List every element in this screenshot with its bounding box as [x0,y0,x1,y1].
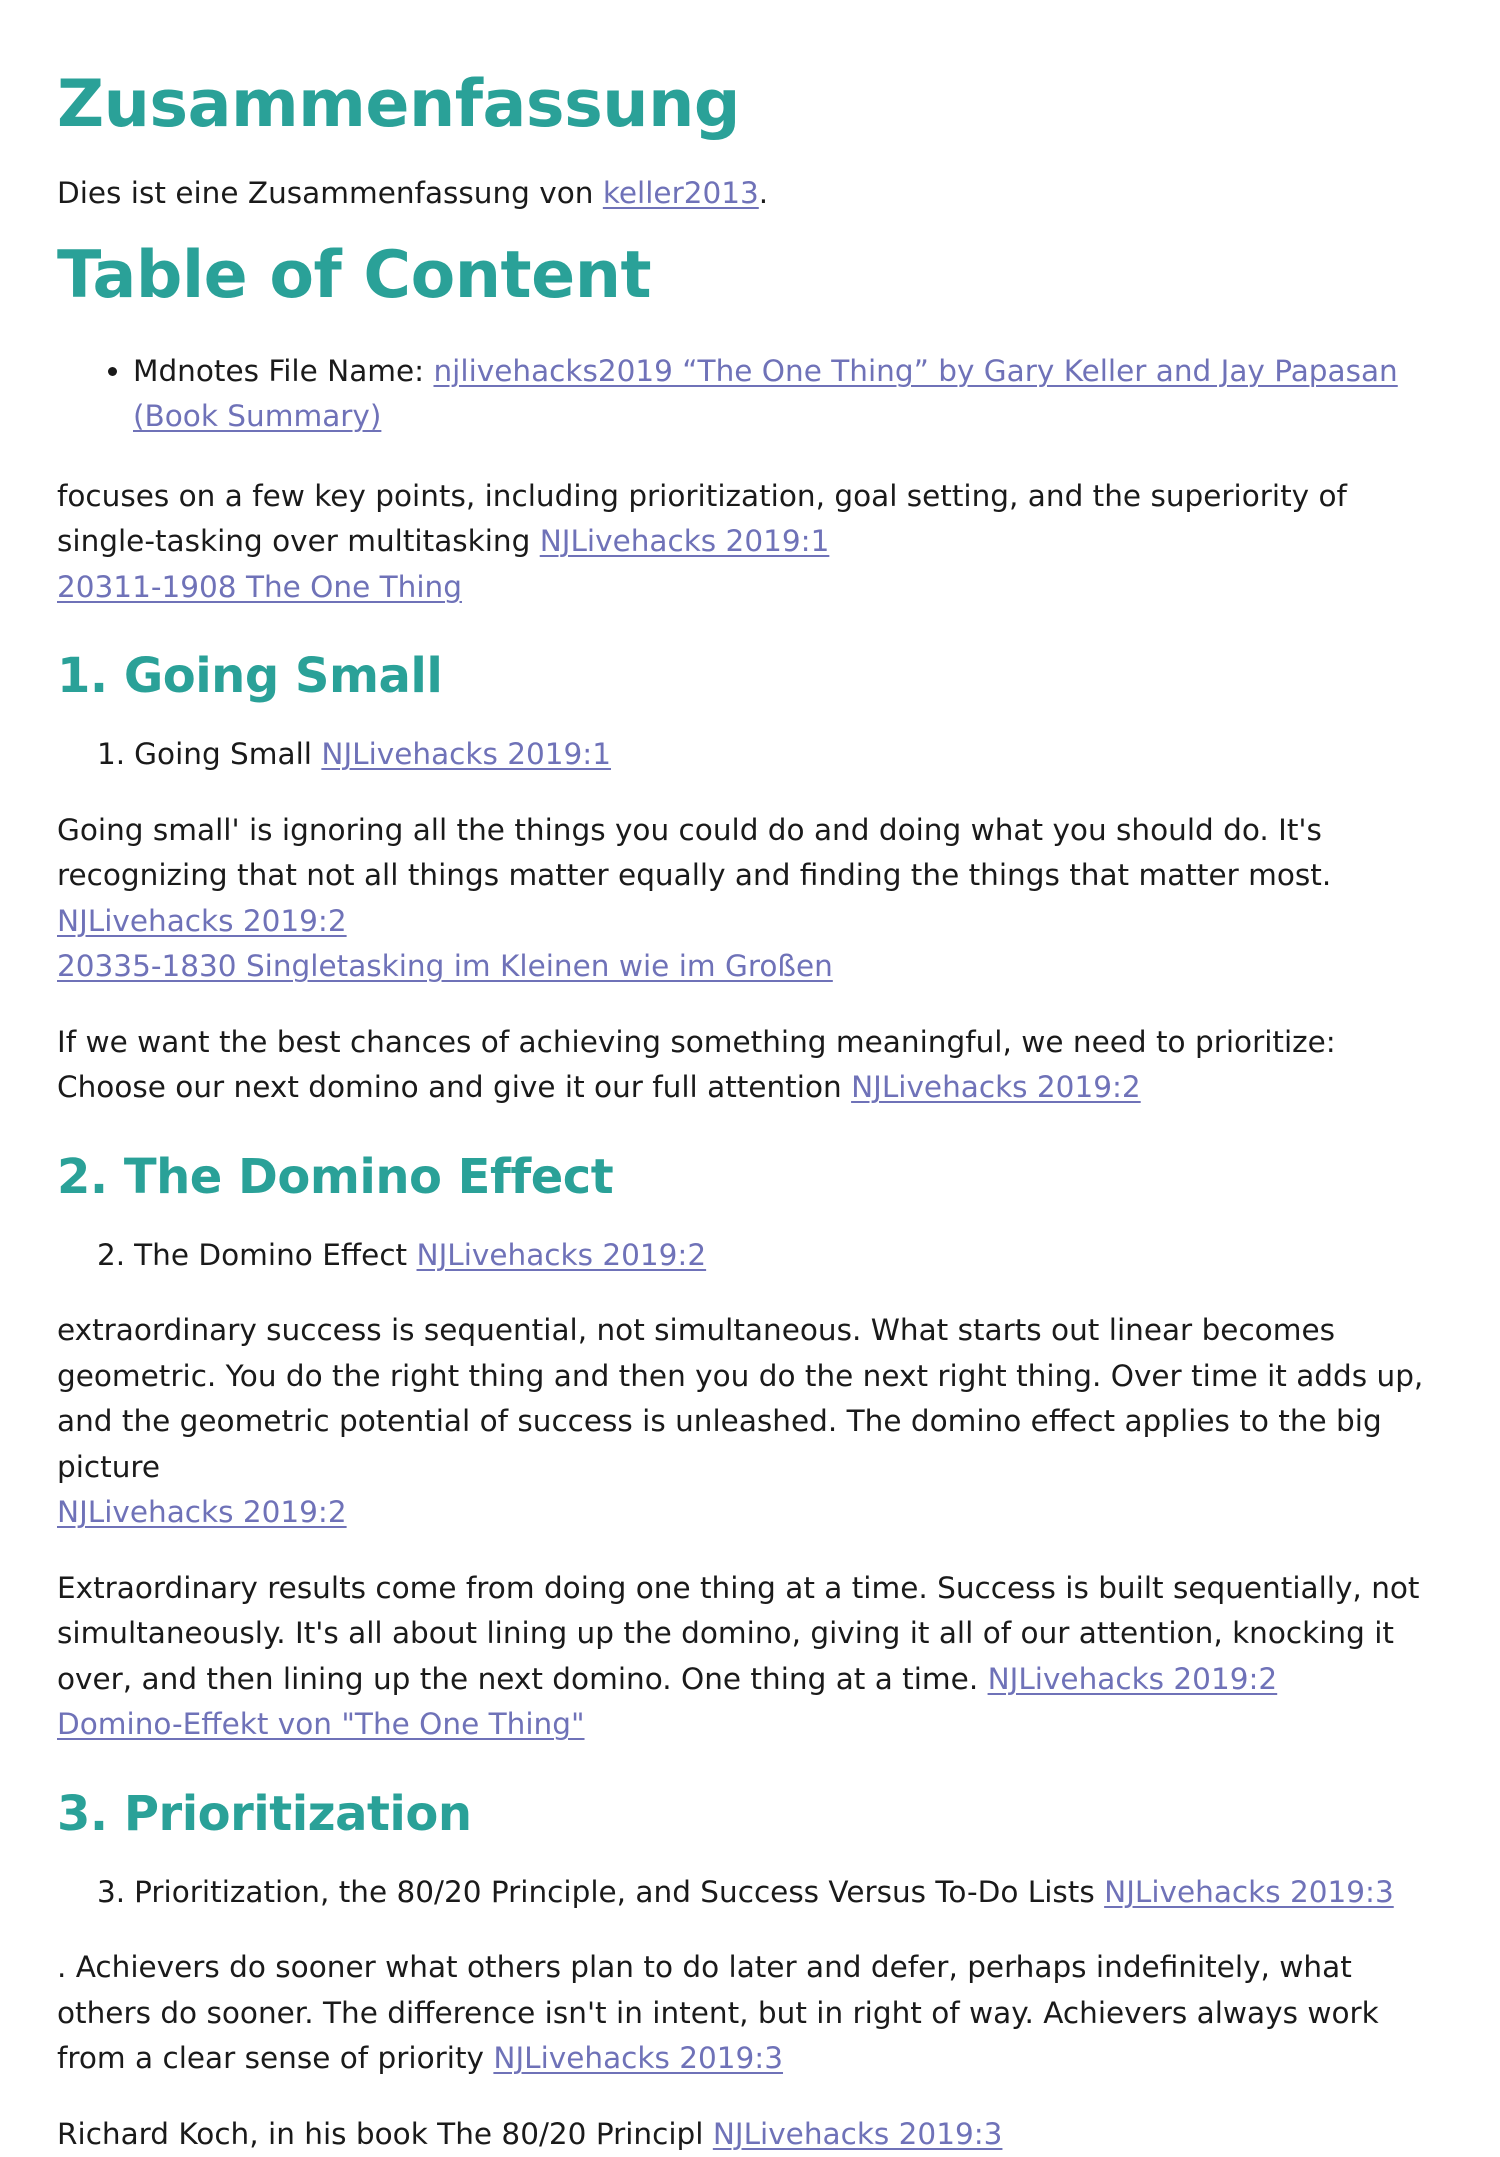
section-heading-prioritization: 3. Prioritization [57,1782,1443,1846]
mdnotes-file-link[interactable]: njlivehacks2019 “The One Thing” by Gary Keller and Jay Papasan (Book Summary) [133,354,1398,434]
citation-link[interactable]: NJLivehacks 2019:2 [988,1662,1278,1696]
one-thing-note-link[interactable]: 20311-1908 The One Thing [57,570,462,604]
section-heading-going-small: 1. Going Small [57,644,1443,708]
paragraph [57,1020,1443,1111]
overview-citation-link[interactable]: NJLivehacks 2019:1 [540,524,830,558]
paragraph-text: . Achievers do sooner what others plan to do later and defer, perhaps indefinitely, what others do sooner. The difference isn't in intent, but in right of way. Achievers always work from a clear sense of priority [57,1950,1379,2075]
paragraph [57,2112,1443,2157]
paragraph [57,1308,1443,1536]
paragraph-text: If we want the best chances of achieving something meaningful, we need to prioritize: Choose our next domino and give it our full attention [57,1025,1336,1105]
overview-paragraph [57,474,1443,611]
citation-link[interactable]: NJLivehacks 2019:1 [321,737,611,771]
summary-intro-text: Dies ist eine Zusammenfassung von [57,176,603,210]
list-item [97,732,1443,778]
summary-heading: Zusammenfassung [57,62,1443,148]
list-item-text: Prioritization, the 80/20 Principle, and Success Versus To-Do Lists [134,1875,1104,1909]
domino-effekt-note-link[interactable]: Domino-Effekt von "The One Thing" [57,1707,585,1741]
paragraph-text: extraordinary success is sequential, not simultaneous. What starts out linear becomes geometric. You do the right thing and then you do the next right thing. Over time it adds up, and the geometric potential of success is unleashed. The domino effect applies to the big picture [57,1313,1423,1484]
list-item-number: 2. [97,1238,125,1272]
citation-link[interactable]: NJLivehacks 2019:3 [713,2117,1003,2151]
toc-heading: Table of Content [57,233,1443,319]
paragraph [57,808,1443,990]
overview-text: focuses on a few key points, including prioritization, goal setting, and the superiority of single-tasking over multitasking [57,479,1347,559]
paragraph [57,1945,1443,2082]
citation-link[interactable]: NJLivehacks 2019:2 [851,1070,1141,1104]
list-item-text: The Domino Effect [134,1238,416,1272]
summary-intro [57,171,1443,217]
keller2013-link[interactable]: keller2013 [603,176,759,210]
list-item-number: 3. [97,1875,125,1909]
toc-item [133,349,1443,440]
list-item-number: 1. [97,737,125,771]
paragraph-text: Richard Koch, in his book The 80/20 Principl [57,2117,713,2151]
section-heading-domino-effect: 2. The Domino Effect [57,1145,1443,1209]
list-item [97,1870,1443,1916]
list-item-text: Going Small [134,737,321,771]
paragraph [57,1566,1443,1748]
citation-link[interactable]: NJLivehacks 2019:3 [1104,1875,1394,1909]
section-list-prioritization [57,1870,1443,1916]
section-list-going-small [57,732,1443,778]
citation-link[interactable]: NJLivehacks 2019:2 [57,1495,347,1529]
paragraph-text: Going small' is ignoring all the things you could do and doing what you should do. It's recognizing that not all things matter equally and finding the things that matter most. [57,813,1331,893]
list-item [97,1233,1443,1279]
toc-item-label: Mdnotes File Name: [133,354,433,388]
summary-intro-end: . [759,176,768,210]
section-list-domino-effect [57,1233,1443,1279]
paragraph-text: Extraordinary results come from doing one thing at a time. Success is built sequentially, not simultaneously. It's all about lining up the domino, giving it all of our attention, knocking it over, and then lining up the next domino. One thing at a time. [57,1571,1420,1696]
citation-link[interactable]: NJLivehacks 2019:2 [57,904,347,938]
singletasking-note-link[interactable]: 20335-1830 Singletasking im Kleinen wie im Großen [57,949,833,983]
toc-list [57,349,1443,440]
citation-link[interactable]: NJLivehacks 2019:2 [417,1238,707,1272]
citation-link[interactable]: NJLivehacks 2019:3 [493,2041,783,2075]
